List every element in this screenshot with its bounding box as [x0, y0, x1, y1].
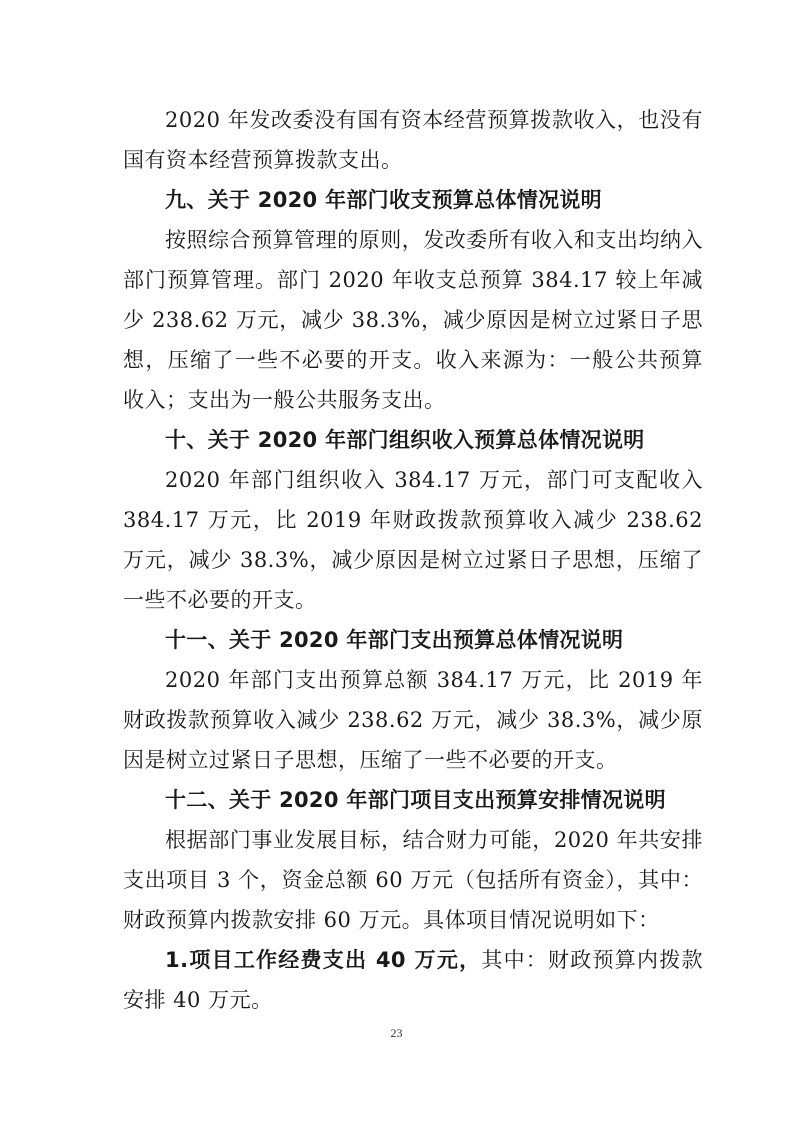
paragraph-state-capital: 2020 年发改委没有国有资本经营预算拨款收入，也没有国有资本经营预算拨款支出。 — [123, 108, 703, 172]
paragraph-section-11: 2020 年部门支出预算总额 384.17 万元，比 2019 年财政拨款预算收入减少 238.62 万元，减少 38.3%，减少原因是树立过紧日子思想，压缩了一些不必要的开支。 — [123, 668, 703, 772]
heading-section-11: 十一、关于 2020 年部门支出预算总体情况说明 — [165, 628, 624, 652]
heading-section-10: 十、关于 2020 年部门组织收入预算总体情况说明 — [165, 428, 645, 452]
paragraph-section-10: 2020 年部门组织收入 384.17 万元，部门可支配收入 384.17 万元，比 2019 年财政拨款预算收入减少 238.62 万元，减少 38.3%，减少原因是树立过紧日子思想，压缩了一些不必要的开支。 — [123, 468, 703, 612]
paragraph-section-12: 根据部门事业发展目标，结合财力可能，2020 年共安排支出项目 3 个，资金总额 60 万元（包括所有资金），其中：财政预算内拨款安排 60 万元。具体项目情况说明如下： — [123, 828, 703, 932]
project-item-1 — [123, 940, 703, 1020]
heading-section-9: 九、关于 2020 年部门收支预算总体情况说明 — [165, 188, 602, 212]
heading-section-12: 十二、关于 2020 年部门项目支出预算安排情况说明 — [165, 788, 666, 812]
project-item-1-title: 1.项目工作经费支出 40 万元， — [165, 948, 482, 972]
project-item-1-detail: 其中：财政预算内拨款安排 40 万元。 — [123, 948, 704, 1012]
page-number: 23 — [390, 1026, 403, 1040]
paragraph-section-9: 按照综合预算管理的原则，发改委所有收入和支出均纳入部门预算管理。部门 2020 年收支总预算 384.17 较上年减少 238.62 万元，减少 38.3%，减少原因是树立过紧日子思想，压缩了一些不必要的开支。收入来源为：一般公共预算收入；支出为一般公共服务支出。 — [123, 228, 703, 412]
